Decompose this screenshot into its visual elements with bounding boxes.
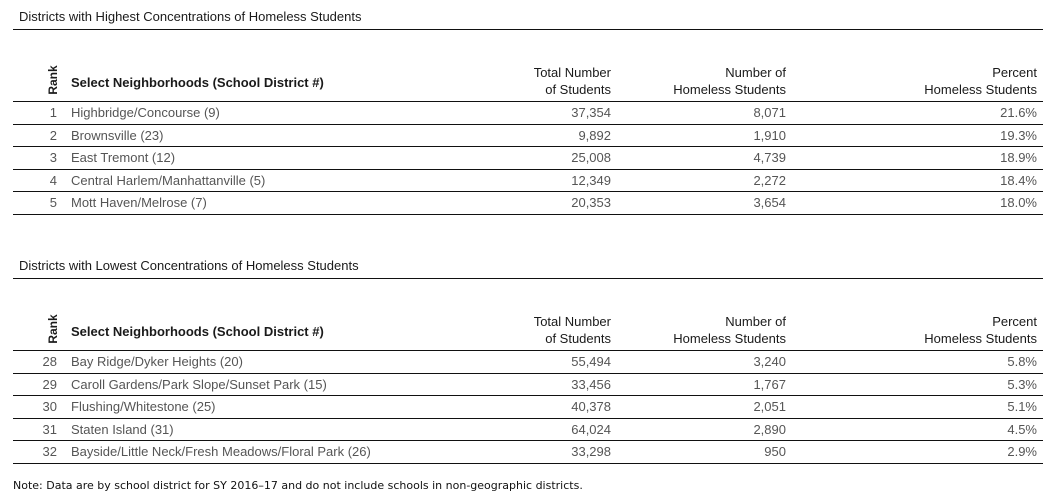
homeless-students-cell: 8,071 (753, 105, 786, 120)
total-students-cell: 12,349 (571, 172, 611, 188)
table-row (13, 396, 1043, 419)
district-cell: Staten Island (31) (71, 421, 174, 437)
total-students-cell: 33,456 (571, 376, 611, 392)
district-cell: Bayside/Little Neck/Fresh Meadows/Floral Park (26) (71, 444, 371, 459)
table-title: Districts with Lowest Concentrations of Homeless Students (13, 257, 1043, 279)
table-row (13, 125, 1043, 148)
percent-homeless-cell: 18.0% (1000, 195, 1037, 210)
homeless-students-cell: 2,272 (753, 172, 786, 188)
percent-homeless-cell: 5.8% (1007, 354, 1037, 369)
table-title: Districts with Highest Concentrations of Homeless Students (13, 8, 1043, 30)
table-row (13, 351, 1043, 374)
rank-cell: 2 (49, 127, 57, 143)
table-row (13, 147, 1043, 170)
rank-header: Rank (46, 314, 60, 344)
percent-homeless-cell: 5.1% (1007, 399, 1037, 414)
homeless-students-cell: 2,890 (753, 421, 786, 437)
table-row (13, 419, 1043, 442)
homeless-students-cell: 4,739 (753, 150, 786, 165)
name-header: Select Neighborhoods (School District #) (71, 75, 324, 90)
percent-homeless-cell: 2.9% (1007, 444, 1037, 459)
percent-homeless-cell: 19.3% (1000, 127, 1037, 143)
percent-homeless-cell: 4.5% (1007, 421, 1037, 437)
homeless-header: Number of Homeless Students (673, 314, 786, 346)
district-cell: Central Harlem/Manhattanville (5) (71, 172, 266, 188)
homeless-students-cell: 950 (764, 444, 786, 459)
rank-cell: 30 (42, 399, 57, 414)
homeless-students-cell: 1,767 (753, 376, 786, 392)
table-row (13, 374, 1043, 397)
table-row (13, 441, 1043, 464)
rank-cell: 28 (42, 354, 57, 369)
district-cell: East Tremont (12) (71, 150, 176, 165)
table-row (13, 102, 1043, 125)
highest-table (13, 8, 1043, 215)
total-students-cell: 9,892 (578, 127, 611, 143)
homeless-students-cell: 3,240 (753, 354, 786, 369)
rank-cell: 1 (49, 105, 57, 120)
rank-cell: 29 (42, 376, 57, 392)
percent-homeless-cell: 21.6% (1000, 105, 1037, 120)
total-students-cell: 64,024 (571, 421, 611, 437)
rank-cell: 4 (49, 172, 57, 188)
percent-homeless-cell: 18.4% (1000, 172, 1037, 188)
total-header: Total Number of Students (533, 314, 611, 346)
district-cell: Bay Ridge/Dyker Heights (20) (71, 354, 243, 369)
total-students-cell: 40,378 (571, 399, 611, 414)
total-header: Total Number of Students (533, 65, 611, 97)
table-row (13, 170, 1043, 193)
footnote: Note: Data are by school district for SY 2016–17 and do not include schools in non-geographic districts. (13, 479, 583, 492)
lowest-table (13, 257, 1043, 464)
rank-cell: 32 (42, 444, 57, 459)
rank-cell: 3 (49, 150, 57, 165)
district-cell: Flushing/Whitestone (25) (71, 399, 216, 414)
total-students-cell: 37,354 (571, 105, 611, 120)
rank-cell: 31 (42, 421, 57, 437)
rank-cell: 5 (49, 195, 57, 210)
percent-header: Percent Homeless Students (924, 314, 1037, 346)
homeless-header: Number of Homeless Students (673, 65, 786, 97)
district-cell: Brownsville (23) (71, 127, 164, 143)
rank-header: Rank (46, 65, 60, 95)
district-cell: Mott Haven/Melrose (7) (71, 195, 207, 210)
total-students-cell: 20,353 (571, 195, 611, 210)
district-cell: Caroll Gardens/Park Slope/Sunset Park (15) (71, 376, 327, 392)
percent-homeless-cell: 5.3% (1007, 376, 1037, 392)
percent-homeless-cell: 18.9% (1000, 150, 1037, 165)
percent-header: Percent Homeless Students (924, 65, 1037, 97)
homeless-students-cell: 3,654 (753, 195, 786, 210)
total-students-cell: 25,008 (571, 150, 611, 165)
homeless-students-cell: 1,910 (753, 127, 786, 143)
name-header: Select Neighborhoods (School District #) (71, 324, 324, 339)
table-header (13, 30, 1043, 102)
table-header (13, 279, 1043, 351)
table-row (13, 192, 1043, 215)
total-students-cell: 55,494 (571, 354, 611, 369)
homeless-students-cell: 2,051 (753, 399, 786, 414)
district-cell: Highbridge/Concourse (9) (71, 105, 220, 120)
total-students-cell: 33,298 (571, 444, 611, 459)
